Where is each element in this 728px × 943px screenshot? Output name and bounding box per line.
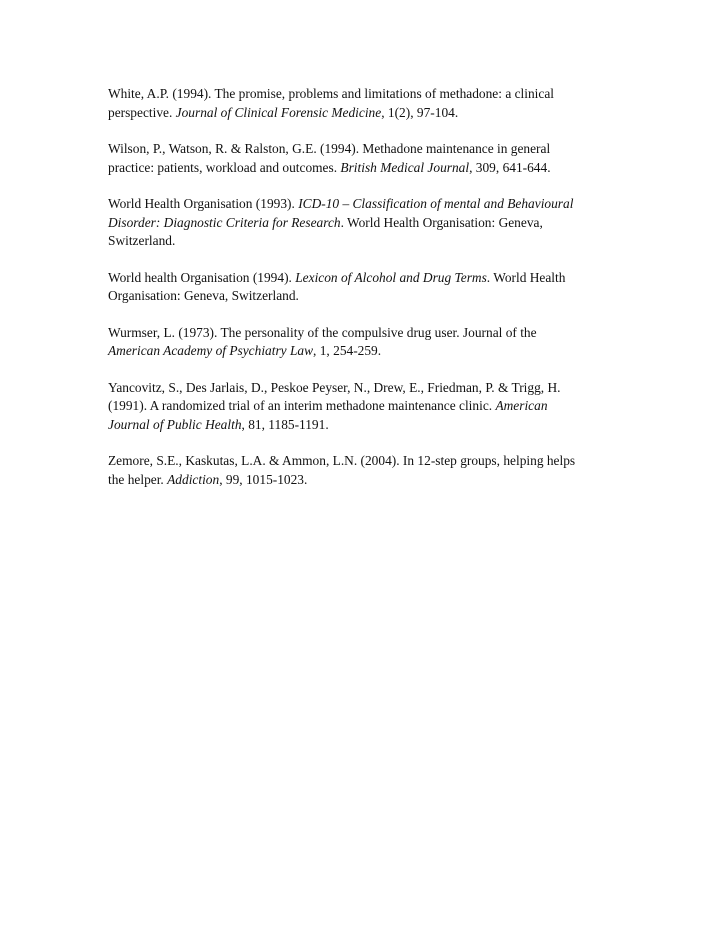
reference-line bbox=[108, 287, 628, 306]
reference-entry bbox=[108, 140, 628, 177]
text-segment: Zemore, S.E., Kaskutas, L.A. & Ammon, L.N. (2004). In 12-step groups, helping helps bbox=[108, 453, 576, 469]
text-segment: Switzerland. bbox=[108, 233, 176, 249]
italic-text-segment: Lexicon of Alcohol and Drug Terms bbox=[295, 269, 487, 285]
reference-line bbox=[108, 397, 628, 416]
italic-text-segment: Journal of Clinical Forensic Medicine bbox=[175, 104, 382, 120]
text-segment: Yancovitz, S., Des Jarlais, D., Peskoe Peyser, N., Drew, E., Friedman, P. & Trigg, H. bbox=[108, 379, 561, 395]
text-segment: practice: patients, workload and outcomes. bbox=[108, 159, 341, 175]
reference-line bbox=[108, 214, 628, 233]
text-segment: Organisation: Geneva, Switzerland. bbox=[108, 288, 299, 304]
text-segment: White, A.P. (1994). The promise, problems and limitations of methadone: a clinical bbox=[108, 86, 555, 101]
text-segment: Wurmser, L. (1973). The personality of the compulsive drug user. Journal of the bbox=[108, 324, 537, 340]
reference-line bbox=[108, 159, 628, 178]
italic-text-segment: British Medical Journal bbox=[340, 159, 470, 175]
reference-entry bbox=[108, 379, 628, 435]
italic-text-segment: American Academy of Psychiatry Law bbox=[108, 343, 314, 359]
text-segment: , 1(2), 97-104. bbox=[381, 104, 459, 120]
text-segment: (1991). A randomized trial of an interim methadone maintenance clinic. bbox=[108, 398, 496, 414]
reference-line bbox=[108, 342, 628, 361]
reference-line bbox=[108, 269, 628, 288]
reference-entry bbox=[108, 324, 628, 361]
reference-entry bbox=[108, 452, 628, 489]
reference-line bbox=[108, 85, 628, 104]
reference-list bbox=[108, 85, 628, 507]
italic-text-segment: American bbox=[495, 398, 548, 414]
reference-line bbox=[108, 416, 628, 435]
text-segment: World Health Organisation (1993). bbox=[108, 196, 299, 211]
reference-entry bbox=[108, 269, 628, 306]
reference-line bbox=[108, 471, 628, 490]
reference-line bbox=[108, 104, 628, 123]
text-segment: World health Organisation (1994). bbox=[108, 269, 296, 285]
text-segment: the helper. bbox=[108, 472, 168, 488]
reference-line bbox=[108, 232, 628, 251]
reference-line bbox=[108, 140, 628, 159]
text-segment: perspective. bbox=[108, 104, 176, 120]
reference-line bbox=[108, 379, 628, 398]
text-segment: , 99, 1015-1023. bbox=[219, 472, 308, 488]
italic-text-segment: Journal of Public Health bbox=[108, 417, 242, 433]
reference-line bbox=[108, 324, 628, 343]
reference-entry bbox=[108, 195, 628, 251]
italic-text-segment: Addiction bbox=[167, 472, 220, 488]
text-segment: . World Health bbox=[486, 269, 566, 285]
reference-line bbox=[108, 452, 628, 471]
text-segment: , 309, 641-644. bbox=[469, 159, 551, 175]
italic-text-segment: ICD-10 – Classification of mental and Behavioural bbox=[298, 196, 574, 211]
reference-line bbox=[108, 195, 628, 214]
text-segment: . World Health Organisation: Geneva, bbox=[340, 214, 543, 230]
reference-entry bbox=[108, 85, 628, 122]
text-segment: Wilson, P., Watson, R. & Ralston, G.E. (1994). Methadone maintenance in general bbox=[108, 141, 551, 156]
italic-text-segment: Disorder: Diagnostic Criteria for Research bbox=[108, 214, 341, 230]
text-segment: , 81, 1185-1191. bbox=[241, 417, 329, 433]
text-segment: , 1, 254-259. bbox=[313, 343, 382, 359]
